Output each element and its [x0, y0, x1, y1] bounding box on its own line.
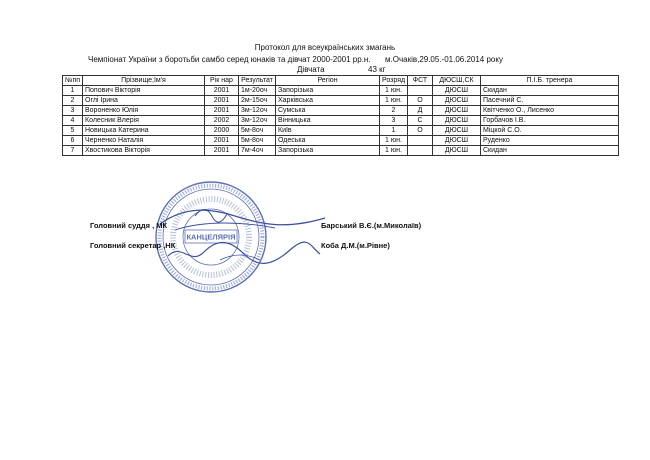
result-cell: 3м-12оч: [239, 116, 276, 126]
birth-year-cell: 2001: [205, 86, 239, 96]
place-date: м.Очаків,29.05.-01.06.2014 року: [385, 55, 503, 64]
result-cell: 3м-12оч: [239, 106, 276, 116]
coach-cell: Руденко: [481, 136, 619, 146]
table-row: [63, 126, 619, 136]
championship-subtitle: Чемпіонат України з боротьби самбо серед юнаків та дівчат 2000-2001 рр.н.: [88, 55, 371, 64]
table-row: [63, 106, 619, 116]
fst-cell: О: [408, 126, 433, 136]
region-cell: Запорізька: [276, 86, 380, 96]
chief-secretary-label: Головний секретар ,НК: [90, 241, 176, 250]
table-row: [63, 86, 619, 96]
row-number-cell: 4: [63, 116, 83, 126]
row-number-cell: 5: [63, 126, 83, 136]
category-label: Дівчата: [297, 65, 325, 74]
coach-cell: Горбачов І.В.: [481, 116, 619, 126]
result-cell: 1м-20оч: [239, 86, 276, 96]
header-birth-year: Рік нар: [205, 76, 239, 86]
header-region: Регіон: [276, 76, 380, 86]
header-fst: ФСТ: [408, 76, 433, 86]
fst-cell: С: [408, 116, 433, 126]
birth-year-cell: 2001: [205, 136, 239, 146]
row-number-cell: 2: [63, 96, 83, 106]
chief-secretary-name: Коба Д.М.(м.Рівне): [321, 241, 390, 250]
row-number-cell: 3: [63, 106, 83, 116]
region-cell: Запорізька: [276, 146, 380, 156]
stamp-center-text: КАНЦЕЛЯРІЯ: [186, 232, 236, 242]
fst-cell: О: [408, 96, 433, 106]
table-row: [63, 96, 619, 106]
rank-cell: 1 юн.: [380, 86, 408, 96]
birth-year-cell: 2001: [205, 146, 239, 156]
rank-cell: 1 юн.: [380, 96, 408, 106]
result-cell: 2м-15оч: [239, 96, 276, 106]
row-number-cell: 6: [63, 136, 83, 146]
school-cell: ДЮСШ: [433, 86, 481, 96]
rank-cell: 1: [380, 126, 408, 136]
athlete-name-cell: Колесник Влерія: [83, 116, 205, 126]
header-name: Прізвище,Ім'я: [83, 76, 205, 86]
coach-cell: Квітченко О., Лисенко: [481, 106, 619, 116]
fst-cell: [408, 146, 433, 156]
school-cell: ДЮСШ: [433, 126, 481, 136]
school-cell: ДЮСШ: [433, 96, 481, 106]
result-cell: 7м-4оч: [239, 146, 276, 156]
school-cell: ДЮСШ: [433, 136, 481, 146]
rank-cell: 2: [380, 106, 408, 116]
header-coach: П.І.Б. тренера: [481, 76, 619, 86]
table-row: [63, 136, 619, 146]
region-cell: Харківська: [276, 96, 380, 106]
rank-cell: 1 юн.: [380, 136, 408, 146]
header-school: ДЮСШ,СК: [433, 76, 481, 86]
table-row: [63, 116, 619, 126]
row-number-cell: 7: [63, 146, 83, 156]
chief-judge-label: Головний суддя , МК: [90, 221, 168, 230]
athlete-name-cell: Вороненко Юлія: [83, 106, 205, 116]
result-cell: 5м-8оч: [239, 136, 276, 146]
school-cell: ДЮСШ: [433, 106, 481, 116]
region-cell: Вінницька: [276, 116, 380, 126]
results-table: [62, 75, 619, 156]
region-cell: Одеська: [276, 136, 380, 146]
weight-label: 43 кг: [368, 65, 386, 74]
region-cell: Київ: [276, 126, 380, 136]
fst-cell: [408, 86, 433, 96]
header-rank: Розряд: [380, 76, 408, 86]
table-header-row: [63, 76, 619, 86]
birth-year-cell: 2000: [205, 126, 239, 136]
coach-cell: Пасечний С.: [481, 96, 619, 106]
chief-judge-name: Барський В.Є.(м.Миколаїв): [321, 221, 422, 230]
school-cell: ДЮСШ: [433, 146, 481, 156]
protocol-title: Протокол для всеукраїнських змагань: [254, 43, 396, 52]
fst-cell: [408, 136, 433, 146]
birth-year-cell: 2002: [205, 116, 239, 126]
rank-cell: 1 юн.: [380, 146, 408, 156]
header-number: №пп: [63, 76, 83, 86]
coach-cell: Скидан: [481, 86, 619, 96]
school-cell: ДЮСШ: [433, 116, 481, 126]
athlete-name-cell: Попович Вікторія: [83, 86, 205, 96]
birth-year-cell: 2001: [205, 106, 239, 116]
table-row: [63, 146, 619, 156]
athlete-name-cell: Черненко Наталія: [83, 136, 205, 146]
result-cell: 5м-8оч: [239, 126, 276, 136]
coach-cell: Міцкой С.О.: [481, 126, 619, 136]
athlete-name-cell: Новицька Катерина: [83, 126, 205, 136]
secretary-signature: [160, 232, 325, 272]
athlete-name-cell: Хвостикова Вікторія: [83, 146, 205, 156]
birth-year-cell: 2001: [205, 96, 239, 106]
fst-cell: Д: [408, 106, 433, 116]
header-result: Результат: [239, 76, 276, 86]
region-cell: Сумська: [276, 106, 380, 116]
coach-cell: Скидан: [481, 146, 619, 156]
rank-cell: 3: [380, 116, 408, 126]
row-number-cell: 1: [63, 86, 83, 96]
athlete-name-cell: Оглі Ірина: [83, 96, 205, 106]
